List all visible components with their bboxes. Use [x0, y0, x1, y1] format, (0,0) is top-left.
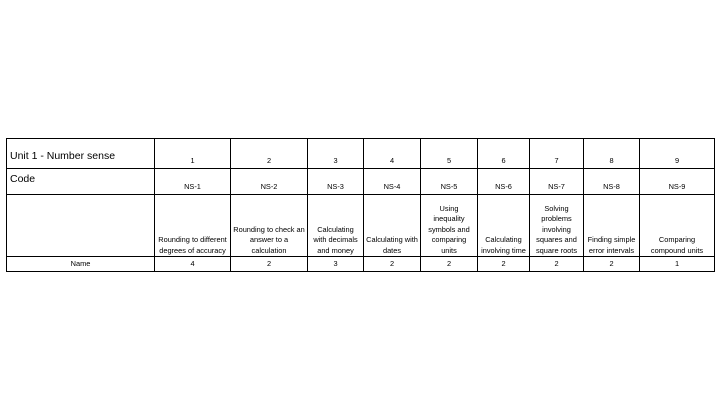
- description-cell-9: Comparing compound units: [640, 195, 715, 257]
- description-cell-1: Rounding to different degrees of accuracy: [155, 195, 231, 257]
- unit-number-4: 4: [364, 139, 421, 169]
- unit-number-3: 3: [308, 139, 364, 169]
- code-cell-5: NS-5: [421, 169, 478, 195]
- unit-number-1: 1: [155, 139, 231, 169]
- name-label: Name: [7, 257, 155, 272]
- code-cell-2: NS-2: [231, 169, 308, 195]
- unit-number-6: 6: [478, 139, 530, 169]
- unit-title: Unit 1 - Number sense: [7, 139, 155, 169]
- code-cell-1: NS-1: [155, 169, 231, 195]
- count-cell-4: 2: [364, 257, 421, 272]
- description-cell-4: Calculating with dates: [364, 195, 421, 257]
- unit-number-2: 2: [231, 139, 308, 169]
- code-cell-9: NS-9: [640, 169, 715, 195]
- description-cell-6: Calculating involving time: [478, 195, 530, 257]
- count-cell-8: 2: [584, 257, 640, 272]
- description-cell-2: Rounding to check an answer to a calculation: [231, 195, 308, 257]
- description-row: [7, 195, 715, 257]
- count-cell-5: 2: [421, 257, 478, 272]
- unit-row: [7, 139, 715, 169]
- code-cell-6: NS-6: [478, 169, 530, 195]
- unit-number-5: 5: [421, 139, 478, 169]
- count-cell-3: 3: [308, 257, 364, 272]
- description-cell-5: Using inequality symbols and comparing units: [421, 195, 478, 257]
- count-cell-7: 2: [530, 257, 584, 272]
- description-cell-3: Calculating with decimals and money: [308, 195, 364, 257]
- unit-number-7: 7: [530, 139, 584, 169]
- code-cell-8: NS-8: [584, 169, 640, 195]
- description-cell-8: Finding simple error intervals: [584, 195, 640, 257]
- count-cell-1: 4: [155, 257, 231, 272]
- code-cell-7: NS-7: [530, 169, 584, 195]
- code-label: Code: [7, 169, 155, 195]
- code-cell-4: NS-4: [364, 169, 421, 195]
- unit-number-9: 9: [640, 139, 715, 169]
- count-cell-6: 2: [478, 257, 530, 272]
- name-row: [7, 257, 715, 272]
- code-cell-3: NS-3: [308, 169, 364, 195]
- count-cell-2: 2: [231, 257, 308, 272]
- unit-number-8: 8: [584, 139, 640, 169]
- description-blank: [7, 195, 155, 257]
- number-sense-table: [6, 138, 715, 272]
- code-row: [7, 169, 715, 195]
- description-cell-7: Solving problems involving squares and square roots: [530, 195, 584, 257]
- count-cell-9: 1: [640, 257, 715, 272]
